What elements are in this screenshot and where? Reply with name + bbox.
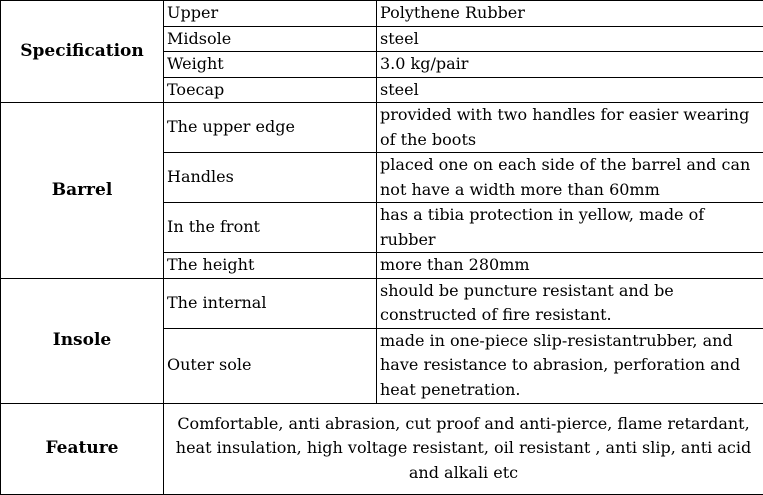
row-label: Outer sole xyxy=(164,328,377,403)
category-specification: Specification xyxy=(1,1,164,103)
category-insole: Insole xyxy=(1,278,164,403)
row-value: has a tibia protection in yellow, made of rubber xyxy=(377,203,763,253)
row-value: more than 280mm xyxy=(377,253,763,279)
table-row xyxy=(1,403,763,494)
category-feature: Feature xyxy=(1,403,164,494)
row-label: The internal xyxy=(164,278,377,328)
row-value: provided with two handles for easier wearing of the boots xyxy=(377,103,763,153)
row-label: Upper xyxy=(164,1,377,27)
category-barrel: Barrel xyxy=(1,103,164,279)
row-value: steel xyxy=(377,26,763,52)
feature-text: Comfortable, anti abrasion, cut proof and anti-pierce, flame retardant, heat insulation, high voltage resistant, oil resistant , anti slip, anti acid and alkali etc xyxy=(164,403,763,494)
row-label: Handles xyxy=(164,153,377,203)
row-value: should be puncture resistant and be constructed of fire resistant. xyxy=(377,278,763,328)
row-value: placed one on each side of the barrel and can not have a width more than 60mm xyxy=(377,153,763,203)
row-value: made in one-piece slip-resistantrubber, and have resistance to abrasion, perforation and heat penetration. xyxy=(377,328,763,403)
table-row xyxy=(1,1,763,27)
table-row xyxy=(1,278,763,328)
row-label: The upper edge xyxy=(164,103,377,153)
row-label: The height xyxy=(164,253,377,279)
row-value: steel xyxy=(377,77,763,103)
row-value: 3.0 kg/pair xyxy=(377,52,763,78)
row-label: In the front xyxy=(164,203,377,253)
table-row xyxy=(1,103,763,153)
row-value: Polythene Rubber xyxy=(377,1,763,27)
row-label: Toecap xyxy=(164,77,377,103)
row-label: Midsole xyxy=(164,26,377,52)
row-label: Weight xyxy=(164,52,377,78)
